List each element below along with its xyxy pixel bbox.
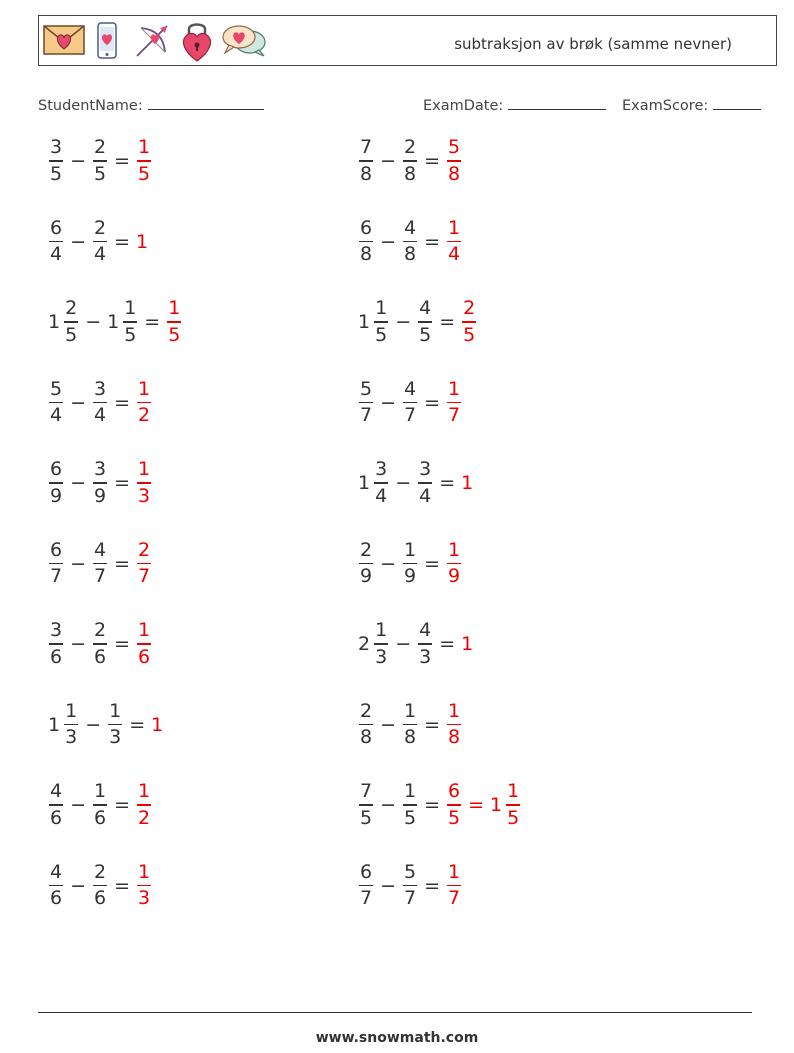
- whole-number: 1: [107, 311, 120, 333]
- subtrahend-fraction: [93, 621, 107, 667]
- problem-right-5: [356, 455, 474, 511]
- envelope-heart-icon: [43, 22, 85, 58]
- numerator: 1: [404, 538, 417, 561]
- minuend-fraction: [359, 699, 373, 749]
- numerator: 5: [404, 860, 417, 883]
- whole-number: 2: [358, 633, 371, 655]
- whole-number: 1: [461, 472, 474, 494]
- answer-fraction: [137, 782, 151, 828]
- denominator: 3: [138, 484, 151, 507]
- problem-right-4: [356, 375, 464, 431]
- numerator: 1: [138, 619, 151, 642]
- numerator: 4: [419, 619, 432, 642]
- subtrahend-fraction: [403, 216, 417, 266]
- minuend-fraction: [64, 699, 78, 749]
- cupid-arrow-icon: [133, 22, 173, 60]
- numerator: 1: [404, 699, 417, 722]
- answer: [134, 460, 154, 506]
- denominator: 9: [448, 565, 461, 588]
- subtrahend-fraction: [418, 460, 432, 506]
- minus-sign: −: [380, 713, 397, 736]
- exam-score-field: [622, 94, 761, 114]
- subtrahend-fraction: [418, 299, 432, 345]
- answer: [444, 138, 464, 184]
- minuend-fraction: [49, 460, 63, 506]
- answer-fraction: [447, 699, 461, 749]
- equals-sign: =: [129, 713, 146, 736]
- mixed-answer-fraction: [506, 782, 520, 828]
- subtrahend-fraction: [93, 538, 107, 588]
- numerator: 4: [50, 780, 63, 803]
- denominator: 7: [138, 565, 151, 588]
- exam-score-label: ExamScore:: [622, 98, 709, 114]
- numerator: 5: [448, 136, 461, 159]
- problem-left-5: [46, 455, 154, 511]
- student-name-field: [38, 94, 264, 114]
- minus-sign: −: [380, 874, 397, 897]
- minuend-fraction: [64, 299, 78, 345]
- minus-sign: −: [70, 874, 87, 897]
- denominator: 7: [404, 404, 417, 427]
- denominator: 6: [50, 887, 63, 910]
- denominator: 4: [94, 243, 107, 266]
- denominator: 6: [50, 806, 63, 829]
- subtrahend-fraction: [93, 782, 107, 828]
- numerator: 6: [50, 458, 63, 481]
- numerator: 3: [375, 458, 388, 481]
- equals-sign: =: [424, 713, 441, 736]
- answer-fraction: [137, 860, 151, 910]
- numerator: 1: [168, 297, 181, 320]
- numerator: 1: [109, 699, 122, 722]
- answer-fraction: [447, 138, 461, 184]
- heart-lock-icon: [179, 19, 215, 63]
- answer-fraction: [462, 299, 476, 345]
- denominator: 7: [94, 565, 107, 588]
- denominator: 6: [94, 645, 107, 668]
- equals-sign: =: [114, 794, 131, 816]
- denominator: 5: [65, 323, 78, 346]
- equals-sign: =: [468, 794, 485, 816]
- problem-left-7: [46, 616, 154, 672]
- answer: [134, 538, 154, 588]
- denominator: 6: [94, 806, 107, 829]
- student-name-blank[interactable]: [148, 94, 264, 110]
- answer: [134, 231, 149, 253]
- denominator: 6: [94, 887, 107, 910]
- minuend-fraction: [49, 138, 63, 184]
- phone-heart-icon: [95, 22, 119, 60]
- equals-sign: =: [114, 552, 131, 575]
- denominator: 8: [404, 162, 417, 185]
- answer-fraction: [447, 377, 461, 427]
- answer: [134, 860, 154, 910]
- numerator: 1: [65, 699, 78, 722]
- numerator: 4: [404, 216, 417, 239]
- denominator: 7: [50, 565, 63, 588]
- numerator: 4: [419, 297, 432, 320]
- numerator: 3: [94, 377, 107, 400]
- numerator: 2: [94, 136, 107, 159]
- minuend-fraction: [49, 377, 63, 427]
- answer-fraction: [137, 377, 151, 427]
- denominator: 7: [404, 887, 417, 910]
- answer-fraction: [447, 860, 461, 910]
- answer: [134, 782, 154, 828]
- answer: [459, 299, 479, 345]
- numerator: 5: [360, 377, 373, 400]
- denominator: 8: [404, 243, 417, 266]
- problem-right-10: [356, 858, 464, 914]
- subtrahend-fraction: [403, 860, 417, 910]
- equals-sign: =: [114, 472, 131, 494]
- whole-number: 1: [358, 472, 371, 494]
- minuend-fraction: [359, 377, 373, 427]
- minus-sign: −: [395, 472, 412, 494]
- numerator: 6: [50, 216, 63, 239]
- equals-sign: =: [114, 230, 131, 253]
- answer-fraction: [137, 538, 151, 588]
- minus-sign: −: [85, 713, 102, 736]
- numerator: 1: [94, 780, 107, 803]
- equals-sign: =: [439, 633, 456, 655]
- exam-date-label: ExamDate:: [423, 98, 504, 114]
- chat-heart-icon: [221, 22, 267, 58]
- numerator: 1: [138, 860, 151, 883]
- numerator: 1: [448, 377, 461, 400]
- denominator: 5: [124, 323, 137, 346]
- denominator: 8: [360, 162, 373, 185]
- denominator: 2: [138, 806, 151, 829]
- denominator: 3: [375, 645, 388, 668]
- numerator: 3: [419, 458, 432, 481]
- denominator: 8: [360, 726, 373, 749]
- denominator: 5: [168, 323, 181, 346]
- minuend-fraction: [49, 782, 63, 828]
- answer: [444, 216, 464, 266]
- numerator: 1: [448, 860, 461, 883]
- denominator: 9: [50, 484, 63, 507]
- whole-number: 1: [151, 713, 164, 736]
- denominator: 3: [138, 887, 151, 910]
- problem-left-8: [46, 697, 164, 753]
- numerator: 1: [138, 780, 151, 803]
- denominator: 8: [404, 726, 417, 749]
- equals-sign: =: [114, 874, 131, 897]
- denominator: 5: [404, 806, 417, 829]
- answer-fraction: [167, 299, 181, 345]
- whole-number: 1: [48, 311, 61, 333]
- denominator: 7: [448, 404, 461, 427]
- minuend-fraction: [359, 782, 373, 828]
- denominator: 9: [404, 565, 417, 588]
- numerator: 1: [138, 377, 151, 400]
- numerator: 7: [360, 136, 373, 159]
- answer: [134, 621, 154, 667]
- numerator: 3: [50, 619, 63, 642]
- numerator: 1: [138, 458, 151, 481]
- answer: [444, 699, 464, 749]
- denominator: 5: [507, 806, 520, 829]
- numerator: 1: [375, 619, 388, 642]
- numerator: 5: [50, 377, 63, 400]
- equals-sign: =: [424, 391, 441, 414]
- minus-sign: −: [70, 472, 87, 494]
- numerator: 6: [360, 216, 373, 239]
- numerator: 2: [404, 136, 417, 159]
- answer: [459, 633, 474, 655]
- subtrahend-fraction: [403, 699, 417, 749]
- problem-left-3: [46, 294, 184, 350]
- denominator: 7: [360, 404, 373, 427]
- equals-sign: =: [424, 150, 441, 172]
- answer-fraction: [137, 621, 151, 667]
- numerator: 2: [360, 538, 373, 561]
- numerator: 2: [65, 297, 78, 320]
- denominator: 5: [138, 162, 151, 185]
- subtrahend-fraction: [93, 460, 107, 506]
- answer: [164, 299, 184, 345]
- equals-sign: =: [114, 633, 131, 655]
- problem-right-7: [356, 616, 474, 672]
- minus-sign: −: [70, 391, 87, 414]
- subtrahend-fraction: [108, 699, 122, 749]
- numerator: 1: [138, 136, 151, 159]
- minuend-fraction: [374, 460, 388, 506]
- problem-left-1: [46, 133, 154, 189]
- numerator: 2: [94, 216, 107, 239]
- problem-right-3: [356, 294, 479, 350]
- numerator: 2: [94, 619, 107, 642]
- exam-score-blank[interactable]: [713, 94, 761, 110]
- answer: [444, 860, 464, 910]
- problem-right-8: [356, 697, 464, 753]
- numerator: 4: [50, 860, 63, 883]
- denominator: 3: [109, 726, 122, 749]
- minuend-fraction: [374, 299, 388, 345]
- footer-url: www.snowmath.com: [315, 1030, 479, 1046]
- answer: [149, 714, 164, 736]
- numerator: 1: [404, 780, 417, 803]
- minus-sign: −: [395, 311, 412, 333]
- numerator: 7: [360, 780, 373, 803]
- denominator: 5: [463, 323, 476, 346]
- subtrahend-fraction: [93, 860, 107, 910]
- numerator: 2: [463, 297, 476, 320]
- subtrahend-fraction: [93, 377, 107, 427]
- answer: [444, 782, 523, 828]
- minus-sign: −: [395, 633, 412, 655]
- denominator: 5: [50, 162, 63, 185]
- numerator: 1: [448, 216, 461, 239]
- exam-date-field: [423, 94, 606, 114]
- minus-sign: −: [70, 552, 87, 575]
- problem-left-4: [46, 375, 154, 431]
- minus-sign: −: [380, 391, 397, 414]
- answer: [134, 138, 154, 184]
- denominator: 9: [94, 484, 107, 507]
- equals-sign: =: [114, 150, 131, 172]
- subtrahend-fraction: [403, 782, 417, 828]
- answer: [444, 538, 464, 588]
- numerator: 4: [94, 538, 107, 561]
- problem-right-9: [356, 777, 523, 833]
- problem-left-6: [46, 536, 154, 592]
- numerator: 2: [138, 538, 151, 561]
- footer-divider: [38, 1012, 752, 1013]
- denominator: 6: [138, 645, 151, 668]
- problem-right-6: [356, 536, 464, 592]
- numerator: 6: [448, 780, 461, 803]
- numerator: 1: [448, 538, 461, 561]
- minuend-fraction: [359, 216, 373, 266]
- denominator: 5: [375, 323, 388, 346]
- whole-number: 1: [490, 794, 503, 816]
- whole-number: 1: [48, 713, 61, 736]
- numerator: 4: [404, 377, 417, 400]
- subtrahend-fraction: [403, 377, 417, 427]
- answer: [444, 377, 464, 427]
- equals-sign: =: [424, 794, 441, 816]
- denominator: 5: [419, 323, 432, 346]
- denominator: 7: [448, 887, 461, 910]
- equals-sign: =: [439, 472, 456, 494]
- denominator: 2: [138, 404, 151, 427]
- minuend-fraction: [49, 538, 63, 588]
- minus-sign: −: [380, 230, 397, 253]
- problem-right-2: [356, 214, 464, 270]
- minus-sign: −: [70, 794, 87, 816]
- denominator: 3: [65, 726, 78, 749]
- denominator: 5: [360, 806, 373, 829]
- denominator: 4: [419, 484, 432, 507]
- denominator: 4: [448, 243, 461, 266]
- equals-sign: =: [424, 230, 441, 253]
- denominator: 8: [360, 243, 373, 266]
- denominator: 6: [50, 645, 63, 668]
- minuend-fraction: [49, 621, 63, 667]
- minuend-fraction: [359, 138, 373, 184]
- minus-sign: −: [380, 552, 397, 575]
- minuend-fraction: [49, 860, 63, 910]
- answer-fraction: [447, 216, 461, 266]
- denominator: 8: [448, 726, 461, 749]
- minus-sign: −: [380, 794, 397, 816]
- subtrahend-fraction: [403, 538, 417, 588]
- denominator: 5: [94, 162, 107, 185]
- problem-right-1: [356, 133, 464, 189]
- subtrahend-fraction: [418, 621, 432, 667]
- minuend-fraction: [359, 860, 373, 910]
- minuend-fraction: [359, 538, 373, 588]
- denominator: 4: [94, 404, 107, 427]
- subtrahend-fraction: [123, 299, 137, 345]
- numerator: 2: [94, 860, 107, 883]
- numerator: 3: [94, 458, 107, 481]
- answer-fraction: [447, 782, 461, 828]
- numerator: 1: [507, 780, 520, 803]
- minus-sign: −: [70, 230, 87, 253]
- minus-sign: −: [85, 311, 102, 333]
- answer-fraction: [137, 460, 151, 506]
- denominator: 4: [50, 404, 63, 427]
- numerator: 1: [375, 297, 388, 320]
- worksheet-title: subtraksjon av brøk (samme nevner): [454, 35, 732, 53]
- denominator: 7: [360, 887, 373, 910]
- numerator: 3: [50, 136, 63, 159]
- whole-number: 1: [358, 311, 371, 333]
- numerator: 6: [50, 538, 63, 561]
- numerator: 2: [360, 699, 373, 722]
- problem-left-10: [46, 858, 154, 914]
- answer-fraction: [447, 538, 461, 588]
- whole-number: 1: [461, 633, 474, 655]
- minuend-fraction: [374, 621, 388, 667]
- denominator: 9: [360, 565, 373, 588]
- minuend-fraction: [49, 216, 63, 266]
- minus-sign: −: [380, 150, 397, 172]
- whole-number: 1: [136, 230, 149, 253]
- denominator: 8: [448, 162, 461, 185]
- denominator: 4: [50, 243, 63, 266]
- problem-left-2: [46, 214, 149, 270]
- minus-sign: −: [70, 633, 87, 655]
- worksheet-header: [38, 15, 777, 66]
- problem-left-9: [46, 777, 154, 833]
- numerator: 1: [124, 297, 137, 320]
- numerator: 6: [360, 860, 373, 883]
- equals-sign: =: [439, 311, 456, 333]
- minus-sign: −: [70, 150, 87, 172]
- subtrahend-fraction: [93, 138, 107, 184]
- equals-sign: =: [424, 552, 441, 575]
- subtrahend-fraction: [403, 138, 417, 184]
- exam-date-blank[interactable]: [508, 94, 606, 110]
- answer-fraction: [137, 138, 151, 184]
- denominator: 3: [419, 645, 432, 668]
- denominator: 5: [448, 806, 461, 829]
- denominator: 4: [375, 484, 388, 507]
- student-name-label: StudentName:: [38, 98, 143, 114]
- numerator: 1: [448, 699, 461, 722]
- equals-sign: =: [114, 391, 131, 414]
- answer: [134, 377, 154, 427]
- subtrahend-fraction: [93, 216, 107, 266]
- equals-sign: =: [144, 311, 161, 333]
- answer: [459, 472, 474, 494]
- equals-sign: =: [424, 874, 441, 897]
